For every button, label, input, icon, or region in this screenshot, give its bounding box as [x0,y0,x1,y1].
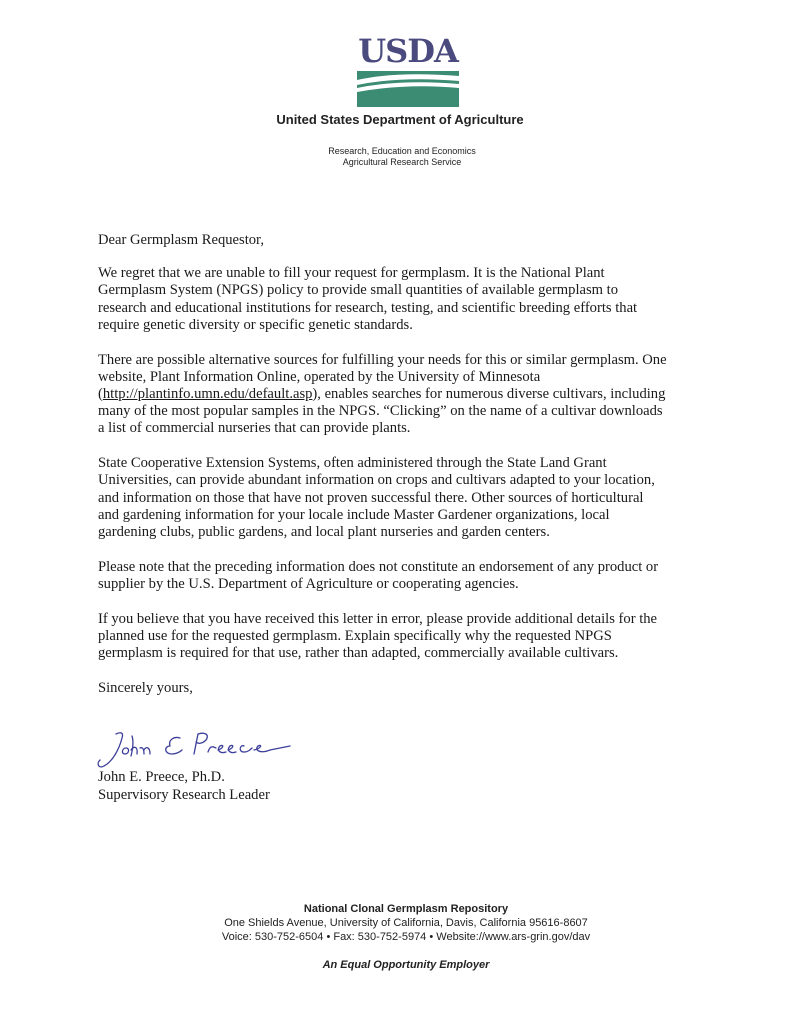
usda-field-logo-icon [357,71,459,107]
letter-body [98,232,708,715]
footer-address: One Shields Avenue, University of California, Davis, California 95616-8607 [224,917,588,929]
paragraph-alternatives-intro: There are possible alternative sources for fulfilling your needs for this or similar germplasm. One website, Plant Information Online, operated by the University of Minnesota ( [98,351,667,403]
footer-tagline: An Equal Opportunity Employer [322,959,490,971]
signature-block [98,769,270,804]
usda-logo-text: USDA [358,32,458,70]
paragraph-alternatives-rest: ), enables searches for numerous diverse cultivars, including many of the most popular samples in the NPGS. “Clicking” on the name of a cultivar downloads a list of commercial nurseries that can provide plants. [98,386,666,437]
usda-logo [352,34,464,110]
service-name: Agricultural Research Service [342,157,462,167]
mission-area: Research, Education and Economics [328,146,476,156]
signer-name: John E. Preece, Ph.D. [98,769,225,785]
closing: Sincerely yours, [98,680,193,697]
paragraph-alternatives [98,352,708,438]
signer-title: Supervisory Research Leader [98,786,270,803]
plantinfo-link[interactable]: http://plantinfo.umn.edu/default.asp [102,386,313,403]
agency-name: United States Department of Agriculture [276,112,524,127]
paragraph-extension: State Cooperative Extension Systems, often administered through the State Land Grant Universities, can provide abundant information on crops and cultivars adapted to your location, and information on those that have not proven successful there. Other sources of horticultural and gardening information for your locale include Master Gardener organizations, local gardening clubs, public gardens, and local plant nurseries and garden centers. [98,455,655,541]
footer-contact: Voice: 530-752-6504 • Fax: 530-752-5974 • Website://www.ars-grin.gov/dav [221,931,591,943]
paragraph-disclaimer: Please note that the preceding information does not constitute an endorsement of any product or supplier by the U.S. Department of Agriculture or cooperating agencies. [98,558,659,593]
greeting: Dear Germplasm Requestor, [98,232,264,248]
signature-text: John E Preece [94,774,100,775]
footer-organization: National Clonal Germplasm Repository [303,903,509,915]
paragraph-policy: We regret that we are unable to fill your request for germplasm. It is the National Plant Germplasm System (NPGS) policy to provide small quantities of available germplasm to research and educational institutions for research, testing, and scientific breeding efforts that require genetic diversity or specific genetic standards. [98,265,638,333]
paragraph-error: If you believe that you have received this letter in error, please provide additional details for the planned use for the requested germplasm. Explain specifically why the requested NPGS germplasm is required for that use, rather than adapted, commercially available cultivars. [98,610,658,662]
